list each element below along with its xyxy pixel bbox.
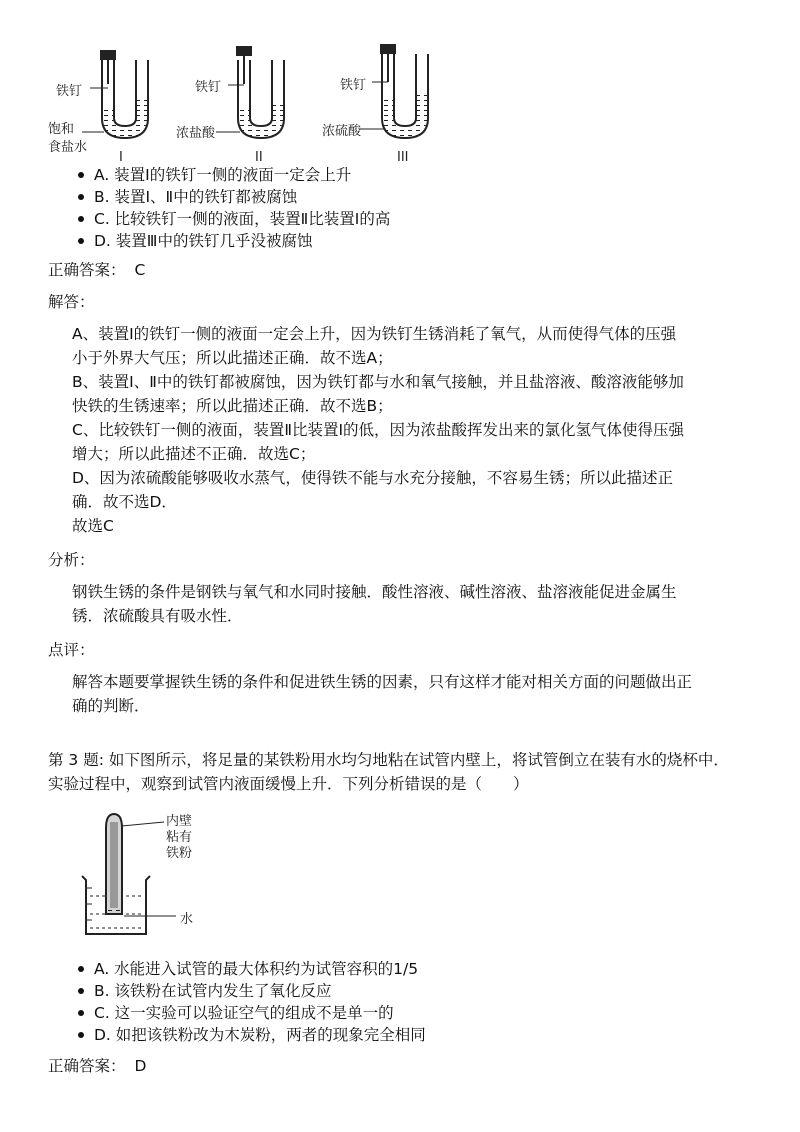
q2-option-c: C. 比较铁钉一侧的液面，装置Ⅱ比装置Ⅰ的高	[68, 208, 390, 230]
label-conc-hcl: 浓盐酸	[176, 126, 216, 141]
label-iron-nail-3: 铁钉	[340, 78, 367, 93]
q2-solution-line: C、比较铁钉一侧的液面，装置Ⅱ比装置Ⅰ的低，因为浓盐酸挥发出来的氯化氢气体使得压强	[72, 421, 685, 439]
q3-option-b: B. 该铁粉在试管内发生了氧化反应	[68, 980, 426, 1002]
q2-comment-label: 点评：	[48, 641, 95, 659]
q3-figure	[76, 808, 216, 948]
u-tube-diagram	[40, 38, 460, 168]
q3-answer-row	[48, 1054, 146, 1078]
q3-option-a: A. 水能进入试管的最大体积约为试管容积的1/5	[68, 958, 426, 980]
u-tube-2	[236, 46, 284, 138]
q3-option-d: D. 如把该铁粉改为木炭粉，两者的现象完全相同	[68, 1024, 426, 1046]
q2-solution-line: D、因为浓硫酸能够吸收水蒸气，使得铁不能与水充分接触，不容易生锈；所以此描述正	[72, 469, 673, 487]
q2-solution-line: 增大；所以此描述不正确．故选C；	[72, 445, 316, 463]
q2-solution-line: B、装置Ⅰ、Ⅱ中的铁钉都被腐蚀，因为铁钉都与水和氧气接触，并且盐溶液、酸溶液能够加	[72, 373, 684, 391]
label-saturated-salt-2: 食盐水	[48, 140, 88, 155]
q2-analysis-label: 分析：	[48, 551, 95, 569]
q2-option-b: B. 装置Ⅰ、Ⅱ中的铁钉都被腐蚀	[68, 186, 390, 208]
q2-solution-line: 小于外界大气压；所以此描述正确．故不选A；	[72, 349, 393, 367]
q3-option-c: C. 这一实验可以验证空气的组成不是单一的	[68, 1002, 426, 1024]
q3-options	[68, 958, 426, 1046]
q2-solution-line: 快铁的生锈速率；所以此描述正确．故不选B；	[72, 397, 393, 415]
q2-solution-line: 故选C	[72, 517, 114, 535]
q2-answer-label: 正确答案：	[48, 261, 126, 279]
label-inner-wall-2: 粘有	[166, 830, 193, 845]
label-inner-wall-1: 内壁	[166, 814, 193, 829]
label-conc-h2so4: 浓硫酸	[322, 124, 362, 139]
q2-solution-line: 确．故不选D．	[72, 493, 177, 511]
q2-comment-line: 解答本题要掌握铁生锈的条件和促进铁生锈的因素，只有这样才能对相关方面的问题做出正	[72, 673, 693, 691]
q3-stem-line: 第 3 题: 如下图所示，将足量的某铁粉用水均匀地粘在试管内壁上，将试管倒立在装有水的烧杯中．	[48, 751, 729, 769]
u-tube-1	[100, 50, 148, 138]
q2-solution-line: A、装置Ⅰ的铁钉一侧的液面一定会上升，因为铁钉生锈消耗了氧气，从而使得气体的压强	[72, 325, 677, 343]
beaker-test-tube-diagram	[76, 808, 216, 948]
label-tube-3: III	[397, 150, 409, 165]
q2-option-a: A. 装置Ⅰ的铁钉一侧的液面一定会上升	[68, 164, 390, 186]
u-tube-3	[380, 44, 428, 138]
q3-answer-value: D	[134, 1057, 147, 1075]
q3-answer-label: 正确答案：	[48, 1057, 126, 1075]
q2-analysis-line: 钢铁生锈的条件是钢铁与氧气和水同时接触．酸性溶液、碱性溶液、盐溶液能促进金属生	[72, 583, 677, 601]
q2-figure	[40, 38, 460, 168]
label-iron-nail-1: 铁钉	[56, 84, 83, 99]
label-saturated-salt-1: 饱和	[48, 122, 75, 137]
label-iron-nail-2: 铁钉	[195, 80, 222, 95]
q2-comment-line: 确的判断．	[72, 697, 150, 715]
q2-options	[68, 164, 390, 252]
label-inner-wall-3: 铁粉	[166, 846, 193, 861]
label-tube-2: II	[255, 150, 263, 165]
q2-answer-row	[48, 258, 145, 282]
q2-option-d: D. 装置Ⅲ中的铁钉几乎没被腐蚀	[68, 230, 390, 252]
q2-analysis-line: 锈．浓硫酸具有吸水性．	[72, 607, 243, 625]
label-tube-1: I	[119, 150, 123, 165]
label-water: 水	[180, 912, 194, 927]
q2-solution-label: 解答：	[48, 293, 95, 311]
q3-stem-line: 实验过程中，观察到试管内液面缓慢上升．下列分析错误的是（ ）	[48, 775, 529, 793]
q2-answer-value: C	[134, 261, 146, 279]
